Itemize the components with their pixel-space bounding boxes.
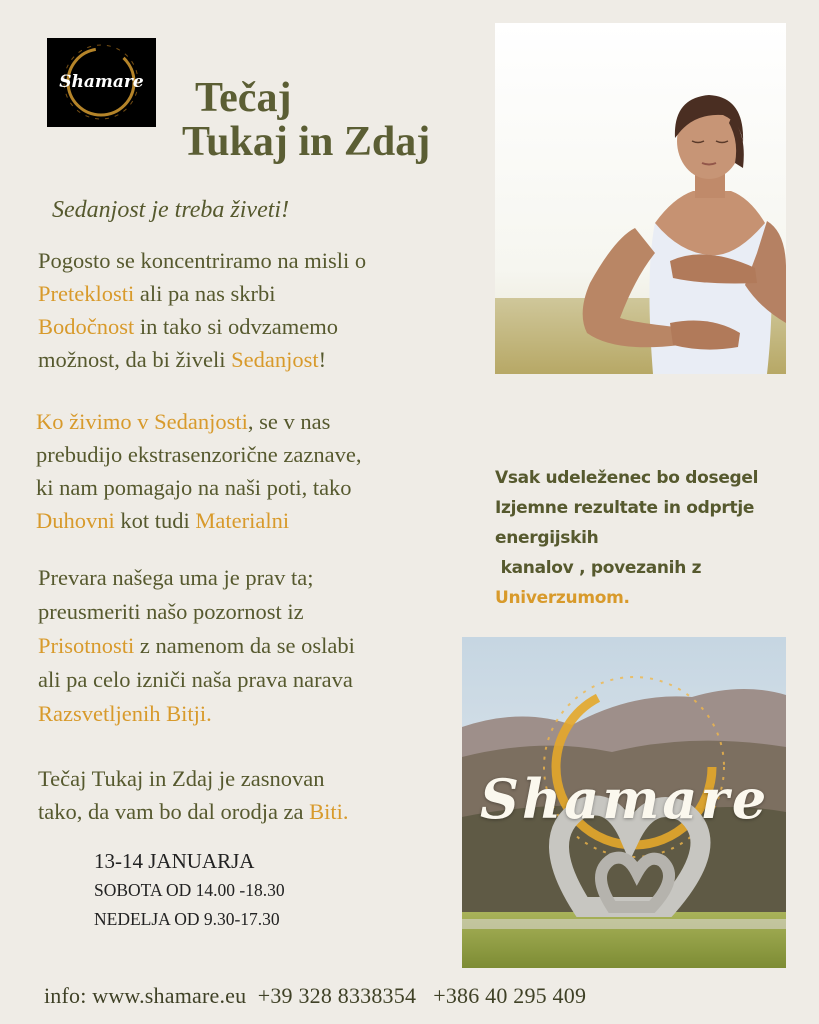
logo-text: Shamare [59, 72, 144, 92]
dates-saturday: SOBOTA OD 14.00 -18.30 [94, 880, 285, 900]
title-line-1: Tečaj [195, 75, 292, 121]
paragraph-3 [38, 561, 458, 731]
p4-text: tako, da vam bo dal orodja za [38, 799, 310, 824]
p3-line-3 [38, 629, 458, 663]
side-line-2: Izjemne rezultate in odprtje [495, 498, 755, 518]
p2-highlight-materialni: Materialni [195, 508, 290, 533]
p3-text: preusmeriti našo pozornost iz [38, 599, 304, 624]
p3-highlight-razsvetljenih: Razsvetljenih Bitji. [38, 701, 212, 726]
p1-highlight-sedanjost: Sedanjost [231, 347, 319, 372]
p2-highlight-sedanjosti: Ko živimo v Sedanjosti [36, 409, 248, 434]
p4-highlight-biti: Biti. [309, 799, 349, 824]
meditating-woman-illustration [495, 23, 786, 374]
p2-line-3 [36, 471, 456, 504]
p2-line-4 [36, 504, 456, 537]
p2-highlight-duhovni: Duhovni [36, 508, 115, 533]
dates-sunday: NEDELJA OD 9.30-17.30 [94, 909, 280, 929]
p1-text: ! [318, 347, 327, 372]
paragraph-2 [36, 405, 456, 537]
p4-line-1 [38, 762, 458, 795]
p2-text: , se v nas [247, 409, 331, 434]
p3-line-1 [38, 561, 458, 595]
p1-highlight-preteklosti: Preteklosti [38, 281, 135, 306]
photo-shamare-landscape [462, 637, 786, 968]
p1-line-2 [38, 277, 458, 310]
p2-text: kot tudi [114, 508, 196, 533]
p3-line-4 [38, 663, 458, 697]
p1-text: Pogosto se koncentriramo na misli o [38, 248, 367, 273]
p4-text: Tečaj Tukaj in Zdaj je zasnovan [38, 766, 325, 791]
p3-line-5 [38, 697, 458, 731]
p3-text: ali pa celo izniči naša prava narava [38, 667, 353, 692]
p1-text: in tako si odvzamemo [134, 314, 338, 339]
p1-text: možnost, da bi živeli [38, 347, 232, 372]
side-line-1: Vsak udeleženec bo dosegel [495, 468, 759, 488]
p1-line-1 [38, 244, 458, 277]
p2-text: ki nam pomagajo na naši poti, tako [36, 475, 352, 500]
p3-line-2 [38, 595, 458, 629]
landscape-brand-text: Shamare [480, 767, 770, 831]
p2-line-2 [36, 438, 456, 471]
paragraph-4 [38, 762, 458, 828]
side-text [495, 463, 795, 613]
p1-line-3 [38, 310, 458, 343]
dates-days: 13-14 JANUARJA [94, 849, 255, 873]
p1-text: ali pa nas skrbi [134, 281, 276, 306]
title-line-2: Tukaj in Zdaj [182, 119, 431, 165]
p1-highlight-bodocnost: Bodočnost [38, 314, 135, 339]
p3-highlight-prisotnosti: Prisotnosti [38, 633, 135, 658]
side-line-4: kanalov , povezanih z [495, 558, 702, 578]
p3-text: Prevara našega uma je prav ta; [38, 565, 314, 590]
side-line-3: energijskih [495, 528, 599, 548]
photo-meditating-woman [495, 23, 786, 374]
page-title [0, 76, 480, 164]
p3-text: z namenom da se oslabi [134, 633, 355, 658]
p1-line-4 [38, 343, 458, 376]
side-highlight-univerzumom: Univerzumom. [495, 588, 630, 608]
p2-line-1 [36, 405, 456, 438]
p2-text: prebudijo ekstrasenzorične zaznave, [36, 442, 362, 467]
footer-contact: info: www.shamare.eu +39 328 8338354 +386 40 295 409 [44, 983, 587, 1008]
dates-block [94, 846, 285, 934]
p4-line-2 [38, 795, 458, 828]
tagline: Sedanjost je treba živeti! [52, 197, 290, 223]
paragraph-1 [38, 244, 458, 376]
